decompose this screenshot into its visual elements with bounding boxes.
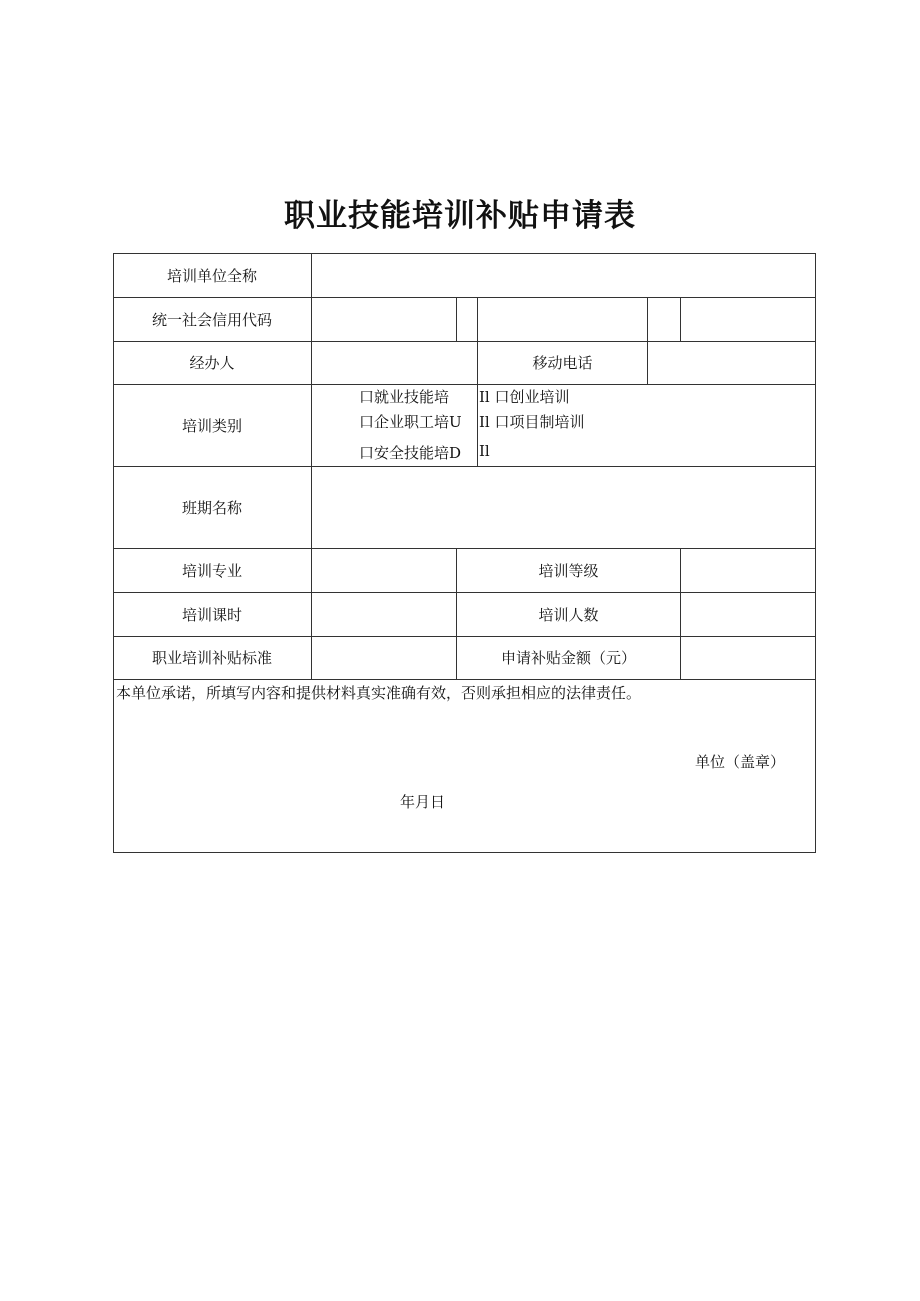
- amount-label: 申请补贴金额（元）: [500, 649, 636, 667]
- category-option-startup[interactable]: Il 口创业培训: [479, 388, 570, 406]
- category-option-safety[interactable]: 口安全技能培D: [359, 444, 462, 462]
- hours-label: 培训课时: [181, 605, 242, 624]
- major-field[interactable]: [312, 549, 456, 592]
- application-form-table: [113, 253, 816, 853]
- class-name-field[interactable]: [312, 467, 815, 548]
- grid-line: [113, 679, 816, 680]
- handler-label: 经办人: [189, 354, 235, 372]
- seal-label: 单位（盖章）: [695, 753, 786, 771]
- count-label: 培训人数: [538, 605, 599, 624]
- level-field[interactable]: [681, 549, 815, 592]
- grid-line: [477, 384, 478, 466]
- category-option-employment[interactable]: 口就业技能培: [359, 388, 450, 406]
- count-field[interactable]: [681, 593, 815, 636]
- level-label: 培训等级: [538, 561, 599, 580]
- pledge-text: 本单位承诺，所填写内容和提供材料真实准确有效，否则承担相应的法律责任。: [116, 684, 642, 702]
- handler-field[interactable]: [312, 342, 477, 384]
- grid-line: [113, 852, 816, 853]
- date-label: 年月日: [400, 793, 446, 811]
- class-name-label: 班期名称: [181, 498, 242, 517]
- hours-field[interactable]: [312, 593, 456, 636]
- standard-label: 职业培训补贴标准: [151, 649, 272, 667]
- amount-field[interactable]: [681, 637, 815, 679]
- credit-code-field[interactable]: [312, 298, 815, 341]
- mobile-field[interactable]: [648, 342, 815, 384]
- form-title: 职业技能培训补贴申请表: [284, 198, 636, 234]
- grid-line: [815, 253, 816, 853]
- major-label: 培训专业: [181, 561, 242, 580]
- category-option-enterprise[interactable]: 口企业职工培U: [359, 413, 462, 431]
- category-label: 培训类别: [181, 416, 242, 435]
- category-option-project[interactable]: Il 口项目制培训: [479, 413, 585, 431]
- category-option-mark: Il: [479, 442, 490, 460]
- credit-code-label: 统一社会信用代码: [151, 310, 272, 329]
- standard-field[interactable]: [312, 637, 456, 679]
- unit-name-field[interactable]: [312, 254, 815, 297]
- mobile-label: 移动电话: [532, 354, 593, 372]
- unit-name-label: 培训单位全称: [166, 266, 257, 285]
